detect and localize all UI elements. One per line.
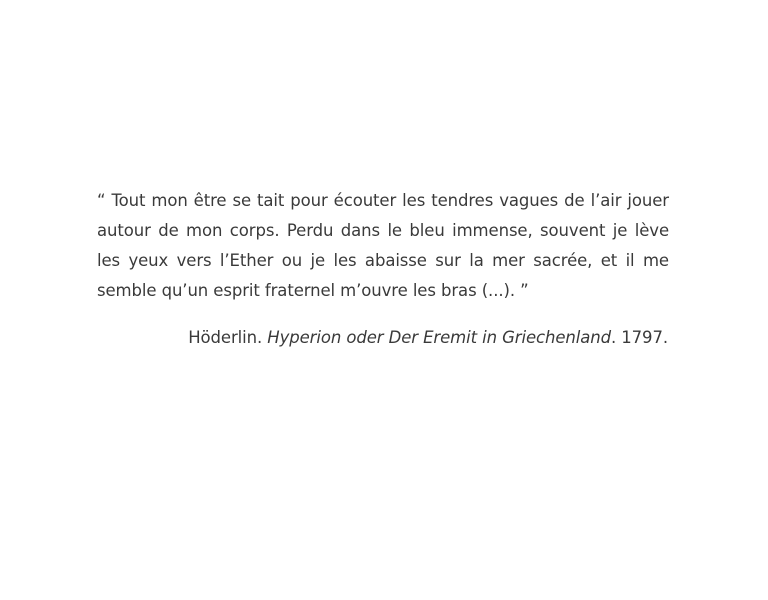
attribution-author: Höderlin.	[188, 328, 263, 347]
attribution	[188, 323, 668, 353]
attribution-year: . 1797.	[610, 328, 668, 347]
attribution-work-title: Hyperion oder Der Eremit in Griechenland	[267, 328, 611, 347]
quote-text: “ Tout mon être se tait pour écouter les tendres vagues de l’air jouer autour de mon corps. Perdu dans le bleu immense, souvent je lève les yeux vers l’Ether ou je les abaisse sur la mer sacrée, et il me semble qu’un esprit fraternel m’ouvre les bras (...). ”	[97, 191, 669, 300]
